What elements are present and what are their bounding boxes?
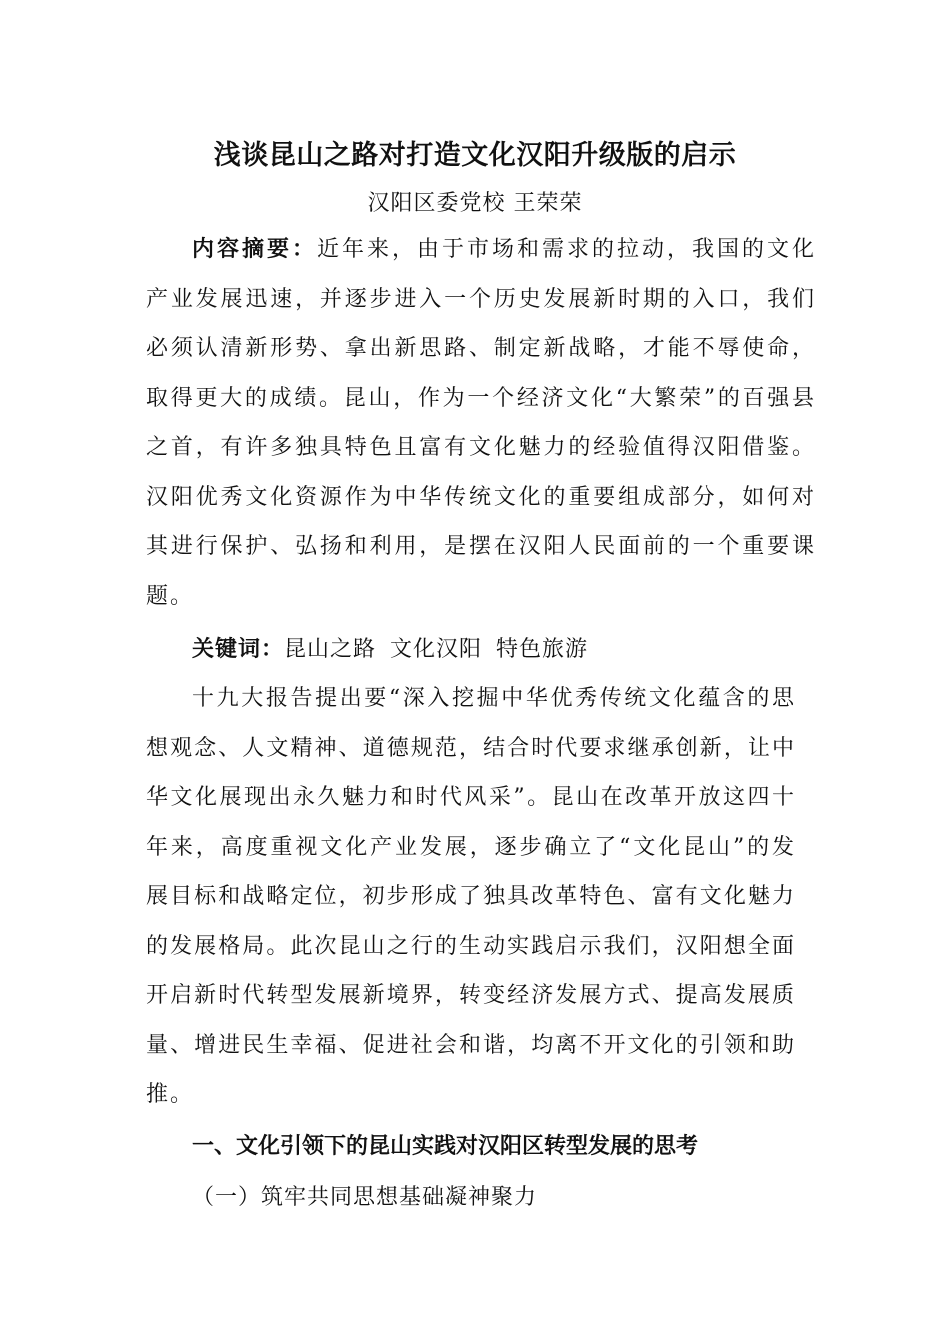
section-heading: 一、文化引领下的昆山实践对汉阳区转型发展的思考 [192, 1134, 699, 1159]
keyword-item: 特色旅游 [496, 637, 589, 662]
keywords-label: 关键词： [192, 637, 285, 662]
subsection-heading: （一）筑牢共同思想基础凝神聚力 [192, 1185, 538, 1210]
abstract-text: 近年来，由于市场和需求的拉动，我国的文化产业发展迅速，并逐步进入一个历史发展新时期的入口，我们必须认清新形势、拿出新思路、制定新战略，才能不辱使命，取得更大的成绩。昆山，作为一个经济文化“大繁荣”的百强县之首，有许多独具特色且富有文化魅力的经验值得汉阳借鉴。汉阳优秀文化资源作为中华传统文化的重要组成部分，如何对其进行保护、弘扬和利用，是摆在汉阳人民面前的一个重要课题。 [146, 237, 816, 609]
keywords-line [192, 625, 602, 675]
abstract-label: 内容摘要： [192, 237, 317, 262]
document-title: 浅谈昆山之路对打造文化汉阳升级版的启示 [213, 140, 737, 171]
abstract-paragraph [146, 225, 816, 621]
body-paragraph: 十九大报告提出要“深入挖掘中华优秀传统文化蕴含的思想观念、人文精神、道德规范，结合时代要求继承创新，让中华文化展现出永久魅力和时代风采”。昆山在改革开放这四十年来，高度重视文化产业发展，逐步确立了“文化昆山”的发展目标和战略定位，初步形成了独具改革特色、富有文化魅力的发展格局。此次昆山之行的生动实践启示我们，汉阳想全面开启新时代转型发展新境界，转变经济发展方式、提高发展质量、增进民生幸福、促进社会和谐，均离不开文化的引领和助推。 [146, 686, 796, 1107]
keyword-item: 昆山之路 [284, 637, 377, 662]
author-line: 汉阳区委党校 王荣荣 [367, 191, 583, 216]
keyword-item: 文化汉阳 [390, 637, 483, 662]
